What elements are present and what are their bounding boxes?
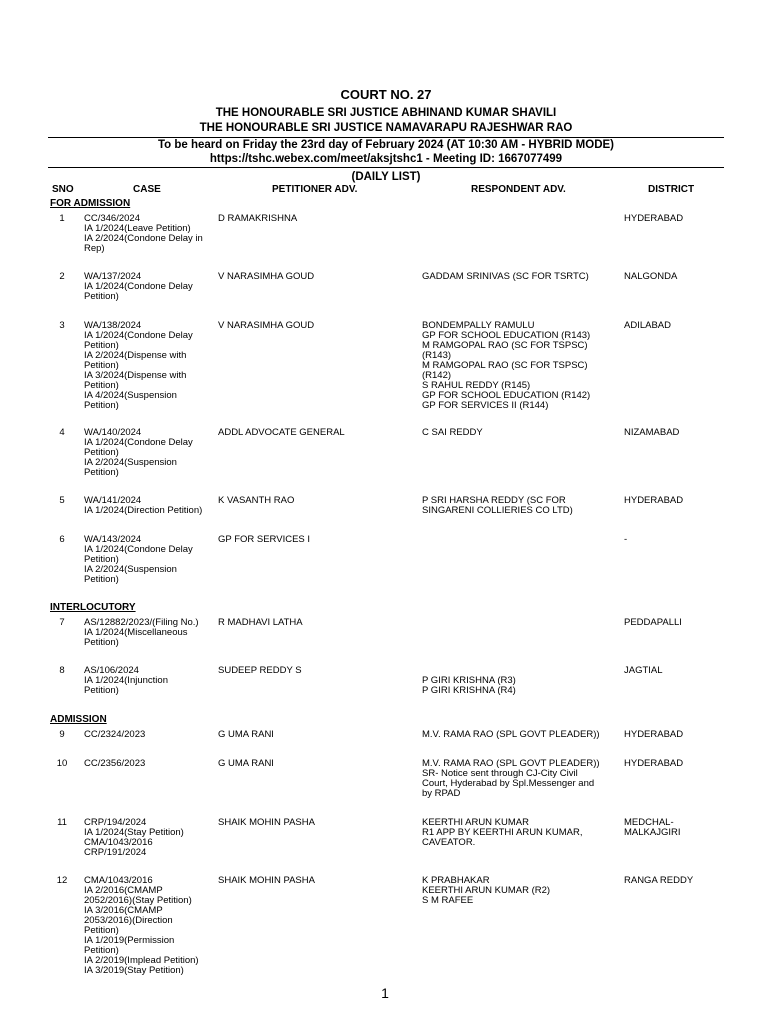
- row-petitioner-advocate: R MADHAVI LATHA: [218, 617, 303, 628]
- row-district: NIZAMABAD: [624, 427, 680, 438]
- row-petitioner-advocate: SUDEEP REDDY S: [218, 665, 302, 676]
- row-case: WA/138/2024 IA 1/2024(Condone Delay Petition) IA 2/2024(Dispense with Petition) IA 3/2024(Dispense with Petition) IA 4/2024(Suspension Petition): [84, 320, 193, 411]
- row-case: WA/143/2024 IA 1/2024(Condone Delay Petition) IA 2/2024(Suspension Petition): [84, 534, 193, 585]
- column-header-sno: SNO: [52, 184, 74, 195]
- hearing-info: To be heard on Friday the 23rd day of February 2024 (AT 10:30 AM - HYBRID MODE): [157, 139, 615, 151]
- row-district: HYDERABAD: [624, 495, 684, 506]
- row-case: CMA/1043/2016 IA 2/2016(CMAMP 2052/2016)(Stay Petition) IA 3/2016(CMAMP 2053/2016)(Direction Petition) IA 1/2019(Permission Petition) IA 2/2019(Implead Petition) IA 3/2019(Stay Petition): [84, 875, 199, 976]
- row-district: -: [624, 534, 628, 545]
- row-district: HYDERABAD: [624, 729, 684, 740]
- row-district: RANGA REDDY: [624, 875, 694, 886]
- row-respondent-advocate: M.V. RAMA RAO (SPL GOVT PLEADER)) SR- Notice sent through CJ-City Civil Court, Hyderabad by Spl.Messenger and by RPAD: [422, 758, 600, 799]
- row-case: WA/141/2024 IA 1/2024(Direction Petition): [84, 495, 203, 516]
- judge-name-1: THE HONOURABLE SRI JUSTICE ABHINAND KUMAR SHAVILI: [215, 107, 557, 119]
- row-petitioner-advocate: ADDL ADVOCATE GENERAL: [218, 427, 345, 438]
- row-district: MEDCHAL- MALKAJGIRI: [624, 817, 681, 838]
- row-district: HYDERABAD: [624, 758, 684, 769]
- row-petitioner-advocate: G UMA RANI: [218, 729, 274, 740]
- page-number: 1: [381, 985, 389, 1001]
- section-admission: ADMISSION: [50, 714, 107, 725]
- row-sno: 2: [59, 271, 65, 282]
- row-sno: 8: [59, 665, 65, 676]
- row-sno: 7: [59, 617, 65, 628]
- row-district: ADILABAD: [624, 320, 671, 331]
- header-divider-2: [48, 167, 724, 168]
- row-respondent-advocate: P SRI HARSHA REDDY (SC FOR SINGARENI COLLIERIES CO LTD): [422, 495, 573, 516]
- row-district: JAGTIAL: [624, 665, 663, 676]
- section-for-admission: FOR ADMISSION: [50, 198, 131, 209]
- row-petitioner-advocate: GP FOR SERVICES I: [218, 534, 311, 545]
- row-petitioner-advocate: V NARASIMHA GOUD: [218, 320, 315, 331]
- court-number: COURT NO. 27: [340, 87, 432, 102]
- row-respondent-advocate: C SAI REDDY: [422, 427, 483, 438]
- row-respondent-advocate: KEERTHI ARUN KUMAR R1 APP BY KEERTHI ARUN KUMAR, CAVEATOR.: [422, 817, 583, 848]
- row-district: HYDERABAD: [624, 213, 684, 224]
- row-sno: 9: [59, 729, 65, 740]
- row-petitioner-advocate: G UMA RANI: [218, 758, 274, 769]
- column-header-district: DISTRICT: [648, 184, 695, 195]
- row-district: NALGONDA: [624, 271, 678, 282]
- judge-name-2: THE HONOURABLE SRI JUSTICE NAMAVARAPU RAJESHWAR RAO: [199, 122, 573, 134]
- row-case: WA/140/2024 IA 1/2024(Condone Delay Petition) IA 2/2024(Suspension Petition): [84, 427, 193, 478]
- row-sno: 11: [57, 817, 67, 828]
- row-petitioner-advocate: SHAIK MOHIN PASHA: [218, 875, 315, 886]
- meeting-link: https://tshc.webex.com/meet/aksjtshc1 - Meeting ID: 1667077499: [209, 153, 563, 165]
- section-interlocutory: INTERLOCUTORY: [50, 602, 136, 613]
- row-respondent-advocate: M.V. RAMA RAO (SPL GOVT PLEADER)): [422, 729, 600, 740]
- row-respondent-advocate: K PRABHAKAR KEERTHI ARUN KUMAR (R2) S M RAFEE: [422, 875, 551, 906]
- row-petitioner-advocate: SHAIK MOHIN PASHA: [218, 817, 315, 828]
- row-sno: 5: [59, 495, 65, 506]
- row-district: PEDDAPALLI: [624, 617, 682, 628]
- row-petitioner-advocate: V NARASIMHA GOUD: [218, 271, 315, 282]
- row-respondent-advocate: P GIRI KRISHNA (R3) P GIRI KRISHNA (R4): [422, 675, 516, 696]
- row-case: AS/12882/2023/(Filing No.) IA 1/2024(Miscellaneous Petition): [84, 617, 199, 648]
- row-sno: 3: [59, 320, 65, 331]
- row-petitioner-advocate: D RAMAKRISHNA: [218, 213, 298, 224]
- row-sno: 10: [56, 758, 68, 769]
- column-header-petitioner: PETITIONER ADV.: [272, 184, 358, 195]
- column-header-respondent: RESPONDENT ADV.: [471, 184, 566, 195]
- list-type: (DAILY LIST): [351, 171, 421, 183]
- row-case: WA/137/2024 IA 1/2024(Condone Delay Petition): [84, 271, 193, 302]
- row-case: CRP/194/2024 IA 1/2024(Stay Petition) CMA/1043/2016 CRP/191/2024: [84, 817, 184, 858]
- row-case: CC/2324/2023: [84, 729, 146, 740]
- header-divider-1: [48, 137, 724, 138]
- row-sno: 1: [59, 213, 65, 224]
- row-case: CC/346/2024 IA 1/2024(Leave Petition) IA 2/2024(Condone Delay in Rep): [84, 213, 203, 254]
- column-header-case: CASE: [133, 184, 161, 195]
- row-respondent-advocate: BONDEMPALLY RAMULU GP FOR SCHOOL EDUCATION (R143) M RAMGOPAL RAO (SC FOR TSPSC) (R143) M RAMGOPAL RAO (SC FOR TSPSC) (R142) S RAHUL REDDY (R145) GP FOR SCHOOL EDUCATION (R142) GP FOR SERVICES II (R144): [422, 320, 591, 411]
- row-sno: 12: [56, 875, 68, 886]
- row-sno: 6: [59, 534, 65, 545]
- row-case: CC/2356/2023: [84, 758, 146, 769]
- document-header: [48, 86, 724, 184]
- row-case: AS/106/2024 IA 1/2024(Injunction Petition): [84, 665, 168, 696]
- row-petitioner-advocate: K VASANTH RAO: [218, 495, 295, 506]
- row-sno: 4: [59, 427, 65, 438]
- row-respondent-advocate: GADDAM SRINIVAS (SC FOR TSRTC): [422, 271, 589, 282]
